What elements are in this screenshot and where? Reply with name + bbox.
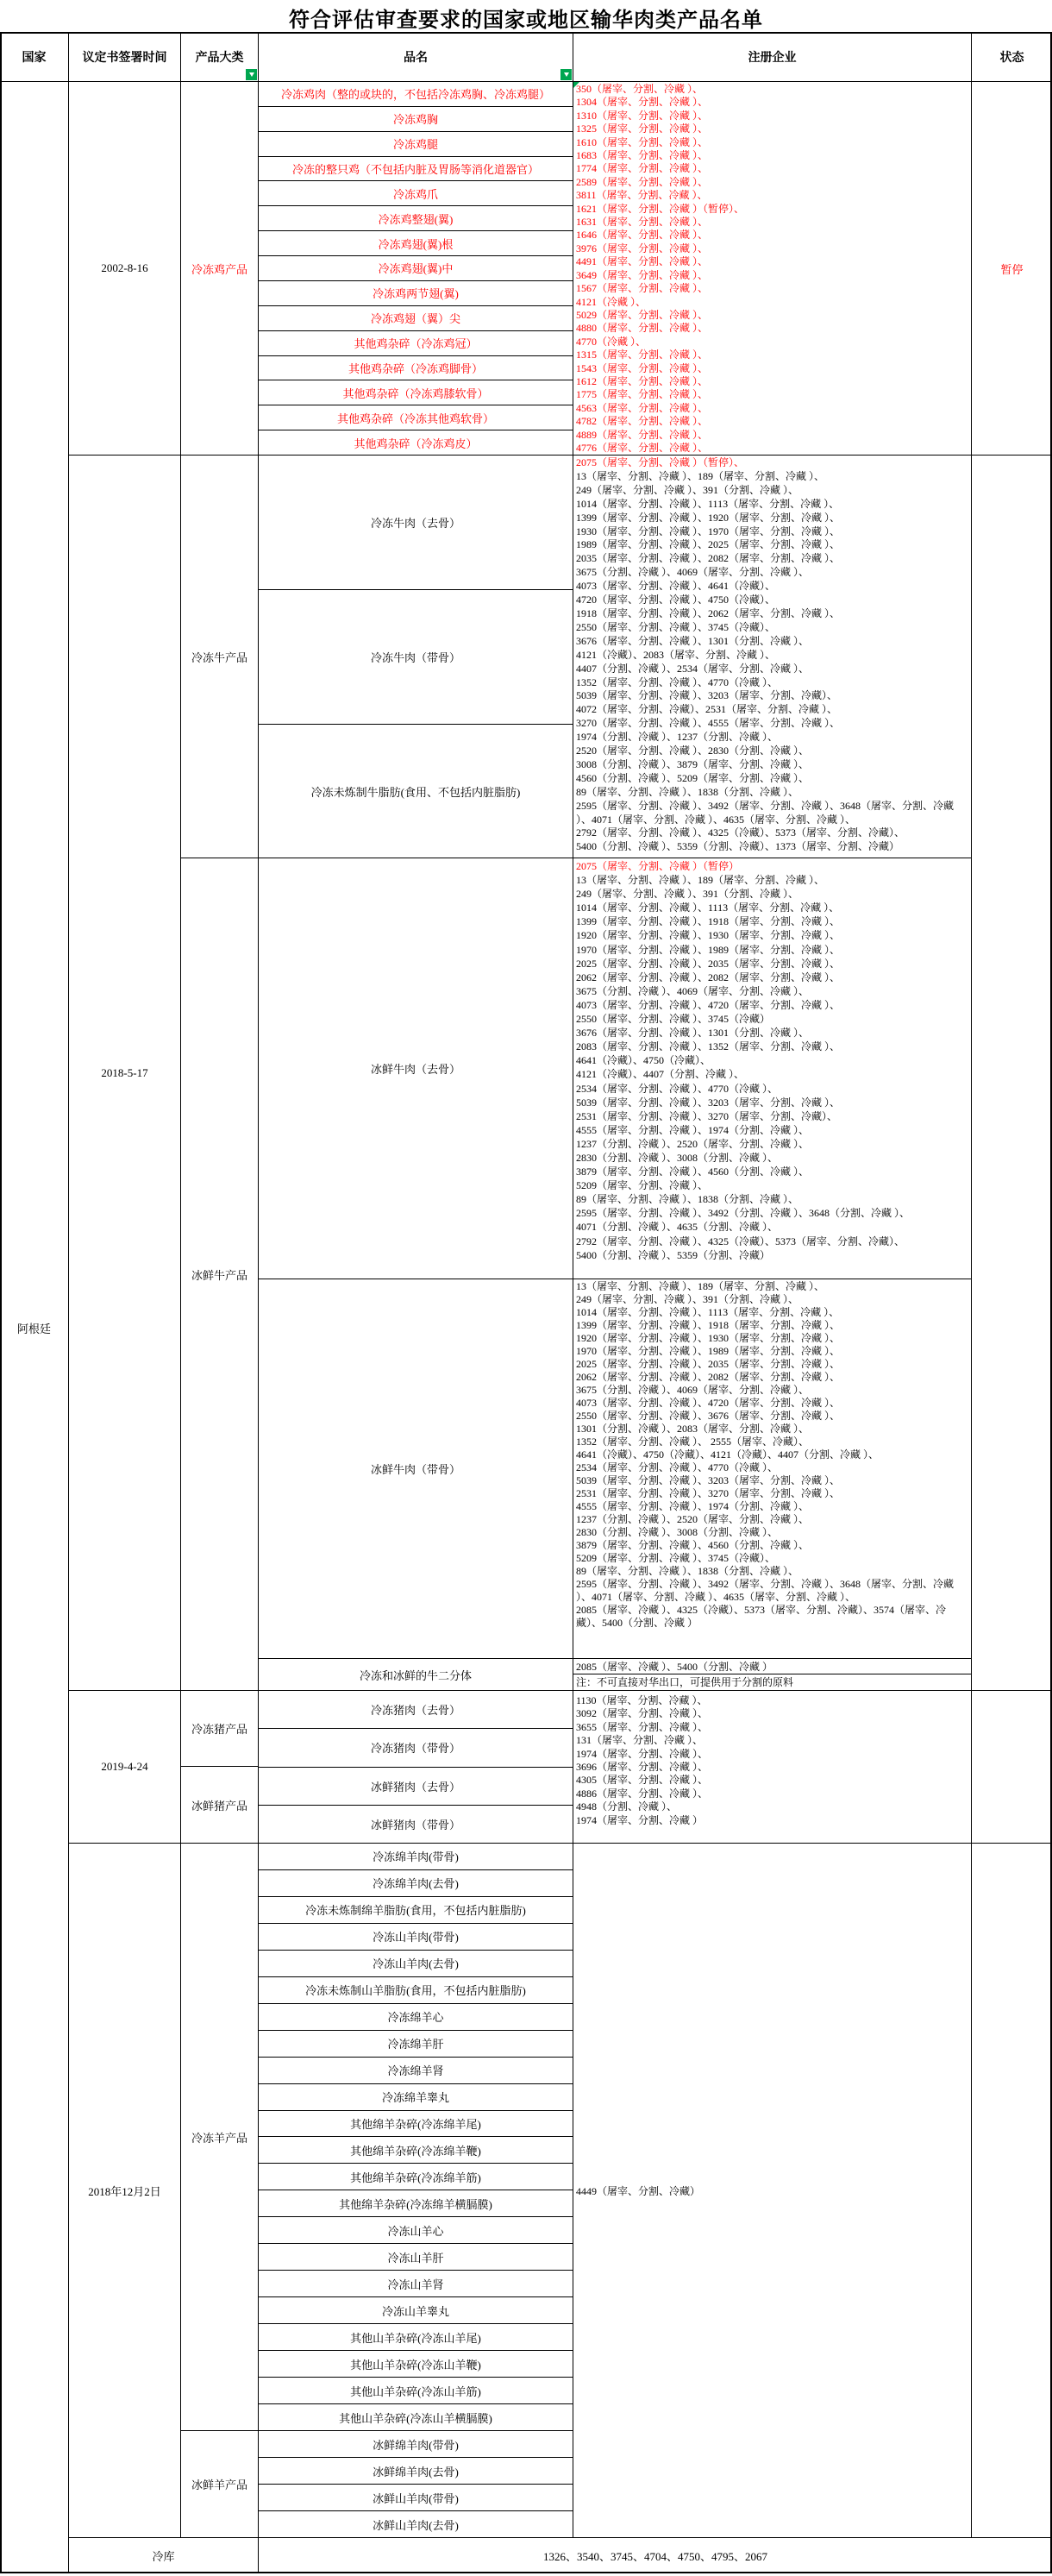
enterprise-line: 1918（屠宰、分割、冷藏 ）、2062（屠宰、分割、冷藏 ）、: [576, 606, 841, 619]
enterprise-line: 4305（屠宰、分割、冷藏 ）、: [576, 1774, 709, 1787]
enterprise-line: 13（屠宰、分割、冷藏 ）、189（屠宰、分割、冷藏 ）、: [576, 874, 825, 887]
product-name-cell: 冷冻牛肉（去骨）: [259, 456, 573, 590]
sign-date-chicken: 2002-8-16: [69, 82, 181, 456]
enterprise-line: 1989（屠宰、分割、冷藏 ）、2025（屠宰、分割、冷藏 ）、: [576, 538, 841, 551]
enterprise-line: 3879（屠宰、分割、冷藏 ）、4560（分割、冷藏 ）、: [576, 1165, 810, 1178]
product-name-cell: 其他山羊杂碎(冷冻山羊筋): [259, 2378, 573, 2404]
product-name-cell: 冷冻鸡爪: [259, 181, 573, 206]
enterprise-line: 1920（屠宰、分割、冷藏 ）、1930（屠宰、分割、冷藏 ）、: [576, 929, 841, 942]
product-name-cell: 其他鸡杂碎（冷冻鸡皮）: [259, 430, 573, 456]
header-country: 国家: [0, 32, 69, 82]
enterprise-line: 2550（屠宰、分割、冷藏 ）、3745（冷藏）、: [576, 620, 776, 633]
enterprise-line: 1567（屠宰、分割、冷藏 ）、: [576, 282, 709, 295]
product-name-cell: 其他鸡杂碎（冷冻其他鸡软骨）: [259, 405, 573, 430]
category-chilled-pork: 冰鲜猪产品: [181, 1767, 259, 1844]
enterprise-list-beef-frozen: [573, 456, 972, 858]
enterprise-line: 2062（屠宰、分割、冷藏 ）、2082（屠宰、分割、冷藏 ）、: [576, 971, 841, 983]
header-sign-date: 议定书签署时间: [69, 32, 181, 82]
sign-date-sheep: 2018年12月2日: [69, 1844, 181, 2538]
sign-date-pork: 2019-4-24: [69, 1691, 181, 1844]
enterprise-line: 1774（屠宰、分割、冷藏 ）、: [576, 162, 709, 175]
enterprise-line: 1315（屠宰、分割、冷藏 ）、: [576, 349, 709, 361]
enterprise-line: 1610（屠宰、分割、冷藏 ）、: [576, 135, 709, 148]
category-chilled-beef: 冰鲜牛产品: [181, 858, 259, 1691]
enterprise-line: 3811（屠宰、分割、冷藏 ）、: [576, 189, 708, 202]
product-name-cell: 冰鲜牛肉（去骨）: [259, 858, 573, 1279]
product-name-cell: 冰鲜绵羊肉(去骨): [259, 2458, 573, 2485]
comment-indicator-icon: [573, 82, 579, 88]
enterprise-line: 3676（屠宰、分割、冷藏 ）、1301（分割、冷藏 ）、: [576, 1027, 810, 1040]
product-name-cell: 冷冻山羊肉(带骨): [259, 1924, 573, 1951]
enterprise-line: 3655（屠宰、分割、冷藏 ）、: [576, 1720, 709, 1733]
product-name-cell: 冷冻猪肉（去骨）: [259, 1691, 573, 1729]
product-name-cell: 冷冻鸡翅(翼)中: [259, 256, 573, 281]
enterprise-line: 1130（屠宰、分割、冷藏 ）、: [576, 1694, 708, 1706]
enterprise-list-beef-chilled-boneless: [573, 858, 972, 1279]
page-title: 符合评估审查要求的国家或地区输华肉类产品名单: [289, 9, 763, 32]
enterprise-line: 1646（屠宰、分割、冷藏 ）、: [576, 229, 709, 242]
enterprise-line: 3270（屠宰、分割、冷藏 ）、4555（屠宰、分割、冷藏 ）、: [576, 717, 841, 730]
enterprise-line: 4948（分割、冷藏 ）、: [576, 1800, 678, 1813]
product-name-cell: 冷冻猪肉（带骨）: [259, 1729, 573, 1767]
enterprise-line: 2531（屠宰、分割、冷藏 ）、3270（屠宰、分割、冷藏）、: [576, 1109, 838, 1122]
enterprise-line: 2534（屠宰、分割、冷藏 ）、4770（冷藏 ）、: [576, 1082, 779, 1095]
product-name-cell: 冷冻的整只鸡（不包括内脏及胃肠等消化道器官）: [259, 157, 573, 182]
enterprise-line: 3879（屠宰、分割、冷藏 ）、4560（分割、冷藏 ）、: [576, 1539, 810, 1551]
enterprise-line: 1775（屠宰、分割、冷藏 ）、: [576, 388, 709, 401]
product-name-cell: 冷冻未炼制牛脂肪(食用、不包括内脏脂肪): [259, 725, 573, 858]
product-name-cell: 冷冻绵羊心: [259, 2004, 573, 2031]
triangle-down-icon: [249, 72, 254, 77]
enterprise-line: 5039（屠宰、分割、冷藏 ）、3203（屠宰、分割、冷藏）、: [576, 689, 838, 702]
enterprise-line: 4121（冷藏）、4407（分割、冷藏 ）、: [576, 1068, 745, 1081]
enterprise-line: 2025（屠宰、分割、冷藏 ）、2035（屠宰、分割、冷藏 ）、: [576, 1358, 841, 1370]
enterprise-line: 4782（屠宰、分割、冷藏 ）、: [576, 415, 709, 428]
product-name-cell: 冰鲜猪肉（去骨）: [259, 1768, 573, 1806]
enterprise-line: 1920（屠宰、分割、冷藏 ）、1930（屠宰、分割、冷藏 ）、: [576, 1332, 841, 1344]
enterprise-line: 1970（屠宰、分割、冷藏 ）、1989（屠宰、分割、冷藏 ）、: [576, 1345, 841, 1357]
enterprise-line: 2035（屠宰、分割、冷藏 ）、2082（屠宰、分割、冷藏 ）、: [576, 552, 841, 565]
enterprise-line: 2534（屠宰、分割、冷藏 ）、4770（冷藏 ）、: [576, 1461, 779, 1473]
enterprise-line: 4886（屠宰、分割、冷藏 ）、: [576, 1787, 709, 1800]
category-frozen-sheep: 冷冻羊产品: [181, 1844, 259, 2431]
enterprise-line: 2830（分割、冷藏 ）、3008（分割、冷藏 ）、: [576, 1526, 779, 1538]
enterprise-line: 4889（屠宰、分割、冷藏 ）、: [576, 428, 709, 441]
product-name-cell: 冰鲜猪肉（带骨）: [259, 1806, 573, 1844]
enterprise-line: 3676（屠宰、分割、冷藏 ）、1301（分割、冷藏 ）、: [576, 634, 810, 647]
enterprise-line: 1352（屠宰、分割、冷藏 ）、4770（冷藏 ）、: [576, 675, 779, 688]
enterprise-line: 4407（分割、冷藏 ）、2534（屠宰、分割、冷藏 ）、: [576, 662, 810, 675]
product-name-cell: 冷冻和冰鲜的牛二分体: [259, 1659, 573, 1691]
enterprise-line: 131（屠宰、分割、冷藏 ）、: [576, 1734, 704, 1747]
product-name-cell: 其他山羊杂碎(冷冻山羊横膈膜): [259, 2404, 573, 2431]
header-enterprises: 注册企业: [573, 32, 972, 82]
product-name-cell: 冷冻山羊心: [259, 2217, 573, 2244]
enterprise-line: 4491（屠宰、分割、冷藏 ）、: [576, 255, 709, 268]
enterprise-line: 4720（屠宰、分割、冷藏 ）、4750（冷藏）、: [576, 594, 776, 606]
product-name-cell: 冷冻绵羊肉(去骨): [259, 1870, 573, 1897]
category-frozen-beef: 冷冻牛产品: [181, 456, 259, 858]
enterprise-line: 4776（屠宰、分割、冷藏 ）、: [576, 441, 709, 454]
table-border-left: [0, 32, 2, 2573]
half-carcass-note: 注：不可直接对华出口，可提供用于分割的原料: [573, 1674, 972, 1691]
enterprise-line: 3976（屠宰、分割、冷藏 ）、: [576, 242, 709, 254]
category-chilled-sheep: 冰鲜羊产品: [181, 2431, 259, 2538]
status-pork: [972, 1691, 1052, 1844]
enterprise-list-chicken: [573, 82, 972, 456]
product-name-cell: 冷冻鸡腿: [259, 132, 573, 157]
sign-date-beef: 2018-5-17: [69, 456, 181, 1691]
product-name-cell: 冷冻绵羊肝: [259, 2031, 573, 2058]
header-product-name: [259, 32, 573, 82]
enterprise-line: 4563（屠宰、分割、冷藏 ）、: [576, 401, 709, 414]
status-beef: [972, 456, 1052, 1691]
enterprise-line: 5209（屠宰、分割、冷藏 ）、3745（冷藏）、: [576, 1552, 776, 1564]
enterprise-line: 2075（屠宰、分割、冷藏 ）（暂停）、: [576, 456, 745, 468]
enterprise-line: 4641（冷藏）、4750（冷藏）、4121（冷藏）、4407（分割、冷藏 ）、: [576, 1448, 880, 1461]
enterprise-line: 5029（屠宰、分割、冷藏 ）、: [576, 308, 709, 321]
product-name-cell: 冷冻鸡翅（翼）尖: [259, 306, 573, 331]
enterprise-line: 13（屠宰、分割、冷藏 ）、189（屠宰、分割、冷藏 ）、: [576, 1280, 825, 1292]
product-name-cell: 冷冻鸡整翅(翼): [259, 206, 573, 231]
enterprise-line: 3649（屠宰、分割、冷藏 ）、: [576, 268, 709, 281]
product-name-cell: 冷冻山羊肾: [259, 2271, 573, 2297]
enterprise-line: 1683（屠宰、分割、冷藏 ）、: [576, 149, 709, 162]
enterprise-line: 1301（分割、冷藏 ）、2083（屠宰、分割、冷藏 ）、: [576, 1423, 810, 1435]
status-sheep: [972, 1844, 1052, 2538]
cold-store-numbers: 1326、3540、3745、4704、4750、4795、2067: [542, 2550, 767, 2563]
enterprise-line: 249（屠宰、分割、冷藏 ）、391（分割、冷藏 ）、: [576, 1293, 799, 1305]
table-border-bottom: [0, 2572, 1052, 2573]
enterprise-line: 249（屠宰、分割、冷藏 ）、391（分割、冷藏 ）、: [576, 888, 799, 901]
product-name-cell: 其他鸡杂碎（冷冻鸡膝软骨）: [259, 380, 573, 405]
triangle-down-icon: [564, 72, 569, 77]
enterprise-line: 2792（屠宰、分割、冷藏 ）、4325（冷藏）、5373（屠宰、分割、冷藏）、: [576, 1235, 905, 1247]
enterprise-line: 1612（屠宰、分割、冷藏 ）、: [576, 374, 709, 387]
enterprise-line: 1325（屠宰、分割、冷藏 ）、: [576, 123, 709, 135]
product-name-cell: 冷冻未炼制绵羊脂肪(食用，不包括内脏脂肪): [259, 1897, 573, 1924]
enterprise-line: 1399（屠宰、分割、冷藏 ）、1918（屠宰、分割、冷藏 ）、: [576, 1319, 841, 1331]
enterprise-line: 5039（屠宰、分割、冷藏 ）、3203（屠宰、分割、冷藏 ）、: [576, 1474, 841, 1486]
product-name-cell: 其他绵羊杂碎(冷冻绵羊横膈膜): [259, 2190, 573, 2217]
enterprise-line: 5209（屠宰、分割、冷藏 ）、: [576, 1179, 709, 1192]
enterprise-line: 1974（分割、冷藏 ）、1237（分割、冷藏 ）、: [576, 731, 779, 744]
enterprise-line: 4121（冷藏）、2083（屠宰、分割、冷藏 ）、: [576, 648, 776, 661]
enterprise-line: 350（屠宰、分割、冷藏 ）、: [576, 83, 704, 95]
enterprise-line: 4555（屠宰、分割、冷藏 ）、1974（分割、冷藏 ）、: [576, 1500, 810, 1512]
enterprise-line: 3008（分割、冷藏 ）、3879（屠宰、分割、冷藏 ）、: [576, 757, 810, 770]
product-name-cell: 冷冻绵羊睾丸: [259, 2084, 573, 2111]
product-name-cell: 冷冻绵羊肾: [259, 2058, 573, 2084]
product-name-cell: 冰鲜山羊肉(带骨): [259, 2485, 573, 2511]
enterprise-line: 1399（屠宰、分割、冷藏 ）、1920（屠宰、分割、冷藏 ）、: [576, 511, 841, 524]
product-name-cell: 冷冻牛肉（带骨）: [259, 590, 573, 725]
header-status: 状态: [972, 32, 1052, 82]
enterprise-line: 3092（屠宰、分割、冷藏 ）、: [576, 1707, 709, 1720]
enterprise-line: 1621（屠宰、分割、冷藏 ）（暂停）、: [576, 202, 745, 215]
enterprise-line: 1352（屠宰、分割、冷藏 ）、 2555（屠宰、冷藏）、: [576, 1436, 810, 1448]
product-name-cell: 其他鸡杂碎（冷冻鸡脚骨）: [259, 356, 573, 381]
product-name-cell: 其他山羊杂碎(冷冻山羊鞭): [259, 2351, 573, 2378]
enterprise-line: 2531（屠宰、分割、冷藏 ）、3270（屠宰、分割、冷藏 ）、: [576, 1487, 841, 1499]
enterprise-line: 4121（冷藏 ）、: [576, 295, 647, 308]
enterprise-line: 1543（屠宰、分割、冷藏 ）、: [576, 361, 709, 374]
table-border-top: [0, 32, 1052, 34]
enterprise-line: 4073（屠宰、分割、冷藏 ）、4720（屠宰、分割、冷藏 ）、: [576, 998, 841, 1011]
enterprise-line: 13（屠宰、分割、冷藏 ）、189（屠宰、分割、冷藏 ）、: [576, 469, 825, 482]
enterprise-list-pork: [573, 1691, 972, 1844]
product-name-cell: 其他鸡杂碎（冷冻鸡冠）: [259, 331, 573, 356]
enterprise-line: 1631（屠宰、分割、冷藏 ）、: [576, 216, 709, 229]
header-product-name-label: 品名: [404, 51, 428, 65]
enterprise-line: 1014（屠宰、分割、冷藏 ）、1113（屠宰、分割、冷藏 ）、: [576, 902, 840, 914]
enterprise-line: 4880（屠宰、分割、冷藏 ）、: [576, 322, 709, 335]
enterprise-line: 5400（分割、冷藏 ）、5359（分割、冷藏）: [576, 1248, 771, 1261]
enterprise-line: 1970（屠宰、分割、冷藏 ）、1989（屠宰、分割、冷藏 ）、: [576, 943, 841, 956]
enterprise-line: 2550（屠宰、分割、冷藏 ）、3676（屠宰、分割、冷藏 ）、: [576, 1410, 841, 1422]
product-name-cell: 冰鲜牛肉（带骨）: [259, 1279, 573, 1659]
enterprise-line: 1237（分割、冷藏 ）、2520（屠宰、分割、冷藏 ）、: [576, 1513, 810, 1525]
enterprise-line: 1014（屠宰、分割、冷藏 ）、1113（屠宰、分割、冷藏 ）、: [576, 1306, 840, 1318]
enterprise-line: 2062（屠宰、分割、冷藏 ）、2082（屠宰、分割、冷藏 ）、: [576, 1371, 841, 1383]
enterprise-line: 1014（屠宰、分割、冷藏 ）、1113（屠宰、分割、冷藏 ）、: [576, 497, 840, 510]
category-frozen-chicken: 冷冻鸡产品: [181, 82, 259, 456]
enterprise-line: 5400（分割、冷藏 ）、5359（分割、冷藏）、1373（屠宰、分割、冷藏）: [576, 840, 900, 853]
enterprise-line: 3675（分割、冷藏 ）、4069（屠宰、分割、冷藏 ）、: [576, 1384, 810, 1396]
enterprise-line: 2025（屠宰、分割、冷藏 ）、2035（屠宰、分割、冷藏 ）、: [576, 957, 841, 970]
filter-dropdown-icon[interactable]: [560, 69, 572, 80]
enterprise-half-carcass: 2085（屠宰、冷藏 ）、5400（分割、冷藏 ）: [573, 1659, 972, 1674]
enterprise-line: 2550（屠宰、分割、冷藏 ）、3745（冷藏）: [576, 1013, 771, 1026]
product-name-cell: 冷冻鸡肉（整的或块的，不包括冷冻鸡胸、冷冻鸡腿）: [259, 82, 573, 107]
enterprise-line: 2595（屠宰、分割、冷藏 ）、3492（分割、冷藏 ）、3648（分割、冷藏 ）、: [576, 1207, 911, 1220]
product-name-cell: 冷冻绵羊肉(带骨): [259, 1844, 573, 1870]
enterprise-line: 2792（屠宰、分割、冷藏 ）、4325（冷藏）、5373（屠宰、分割、冷藏）、: [576, 826, 905, 839]
enterprise-line: 5039（屠宰、分割、冷藏 ）、3203（屠宰、分割、冷藏 ）、: [576, 1096, 841, 1109]
enterprise-line: 249（屠宰、分割、冷藏 ）、391（分割、冷藏 ）、: [576, 483, 799, 496]
enterprise-line: 4560（分割、冷藏 ）、5209（屠宰、分割、冷藏 ）、: [576, 771, 810, 784]
enterprise-line: 2595（屠宰、分割、冷藏 ）、3492（屠宰、分割、冷藏 ）、3648（屠宰、分割、冷藏 ）、4071（屠宰、分割、冷藏 ）、4635（屠宰、分割、冷藏 ）、: [576, 799, 955, 826]
category-frozen-pork: 冷冻猪产品: [181, 1691, 259, 1767]
enterprise-line: 1974（屠宰、分割、冷藏 ）、: [576, 1747, 709, 1760]
enterprise-line: 4073（屠宰、分割、冷藏 ）、4720（屠宰、分割、冷藏 ）、: [576, 1397, 841, 1409]
country-cell: 阿根廷: [0, 82, 69, 2573]
product-name-cell: 冷冻山羊睾丸: [259, 2297, 573, 2324]
product-name-cell: 其他绵羊杂碎(冷冻绵羊鞭): [259, 2137, 573, 2164]
enterprise-line: 2083（屠宰、分割、冷藏 ）、1352（屠宰、分割、冷藏 ）、: [576, 1040, 841, 1053]
product-name-cell: 冷冻鸡胸: [259, 107, 573, 132]
enterprise-line: 2520（屠宰、分割、冷藏 ）、2830（分割、冷藏 ）、: [576, 745, 810, 757]
enterprise-sheep: 4449（屠宰、分割、冷藏）: [573, 1844, 972, 2538]
product-name-cell: 冷冻未炼制山羊脂肪(食用，不包括内脏脂肪): [259, 1977, 573, 2004]
header-category: [181, 32, 259, 82]
enterprise-line: 3696（屠宰、分割、冷藏 ）、: [576, 1761, 709, 1774]
enterprise-line: 89（屠宰、分割、冷藏 ）、1838（分割、冷藏 ）、: [576, 785, 799, 798]
enterprise-list-beef-chilled-bonein: [573, 1279, 972, 1659]
enterprise-line: 1310（屠宰、分割、冷藏 ）、: [576, 109, 709, 122]
enterprise-line: 4770（冷藏 ）、: [576, 335, 647, 348]
enterprise-line: 4071（分割、冷藏 ）、4635（分割、冷藏 ）、: [576, 1221, 779, 1234]
product-name-cell: 冰鲜绵羊肉(带骨): [259, 2431, 573, 2458]
enterprise-line: 2075（屠宰、分割、冷藏 ）（暂停）: [576, 860, 740, 872]
enterprise-line: 89（屠宰、分割、冷藏 ）、1838（分割、冷藏 ）、: [576, 1565, 799, 1577]
product-name-cell: 冷冻鸡两节翅(翼): [259, 281, 573, 306]
status-chicken: 暂停: [972, 82, 1052, 456]
header-category-label: 产品大类: [195, 51, 244, 65]
enterprise-line: 1974（屠宰、分割、冷藏 ）: [576, 1813, 704, 1826]
product-name-cell: 冷冻山羊肉(去骨): [259, 1951, 573, 1977]
enterprise-line: 2830（分割、冷藏 ）、3008（分割、冷藏 ）、: [576, 1151, 779, 1164]
enterprise-line: 2595（屠宰、分割、冷藏 ）、3492（屠宰、分割、冷藏 ）、3648（屠宰、分割、冷藏 ）、4071（屠宰、分割、冷藏 ）、4635（屠宰、分割、冷藏 ）、: [576, 1578, 955, 1603]
enterprise-line: 3675（分割、冷藏 ）、4069（屠宰、分割、冷藏 ）、: [576, 984, 810, 997]
product-name-cell: 其他绵羊杂碎(冷冻绵羊尾): [259, 2111, 573, 2138]
enterprise-line: 3675（分割、冷藏 ）、4069（屠宰、分割、冷藏 ）、: [576, 566, 810, 579]
enterprise-line: 89（屠宰、分割、冷藏 ）、1838（分割、冷藏 ）、: [576, 1193, 799, 1206]
enterprise-line: 2085（屠宰、冷藏 ）、4325（冷藏）、5373（屠宰、分割、冷藏）、3574（屠宰、冷藏）、5400（分割、冷藏 ）: [576, 1604, 947, 1629]
enterprise-line: 4073（屠宰、分割、冷藏 ）、4641（冷藏）、: [576, 580, 776, 593]
cold-store-label: 冷库: [69, 2538, 259, 2573]
product-name-cell: 冷冻山羊肝: [259, 2244, 573, 2271]
product-name-cell: 其他绵羊杂碎(冷冻绵羊筋): [259, 2164, 573, 2190]
enterprise-line: 2589（屠宰、分割、冷藏 ）、: [576, 175, 709, 188]
product-name-cell: 冷冻鸡翅(翼)根: [259, 231, 573, 256]
product-name-cell: 其他山羊杂碎(冷冻山羊尾): [259, 2324, 573, 2351]
enterprise-line: 4072（屠宰、分割、冷藏）、2531（屠宰、分割、冷藏 ）、: [576, 703, 838, 716]
enterprise-line: 4641（冷藏）、4750（冷藏）、: [576, 1054, 711, 1067]
enterprise-line: 1304（屠宰、分割、冷藏 ）、: [576, 96, 709, 109]
enterprise-line: 4555（屠宰、分割、冷藏 ）、1974（分割、冷藏 ）、: [576, 1123, 810, 1136]
product-name-cell: 冰鲜山羊肉(去骨): [259, 2511, 573, 2538]
filter-dropdown-icon[interactable]: [246, 69, 257, 80]
enterprise-line: 1237（分割、冷藏 ）、2520（屠宰、分割、冷藏 ）、: [576, 1137, 810, 1150]
enterprise-line: 1930（屠宰、分割、冷藏 ）、1970（屠宰、分割、冷藏 ）、: [576, 525, 841, 537]
enterprise-line: 1399（屠宰、分割、冷藏 ）、1918（屠宰、分割、冷藏 ）、: [576, 915, 841, 928]
